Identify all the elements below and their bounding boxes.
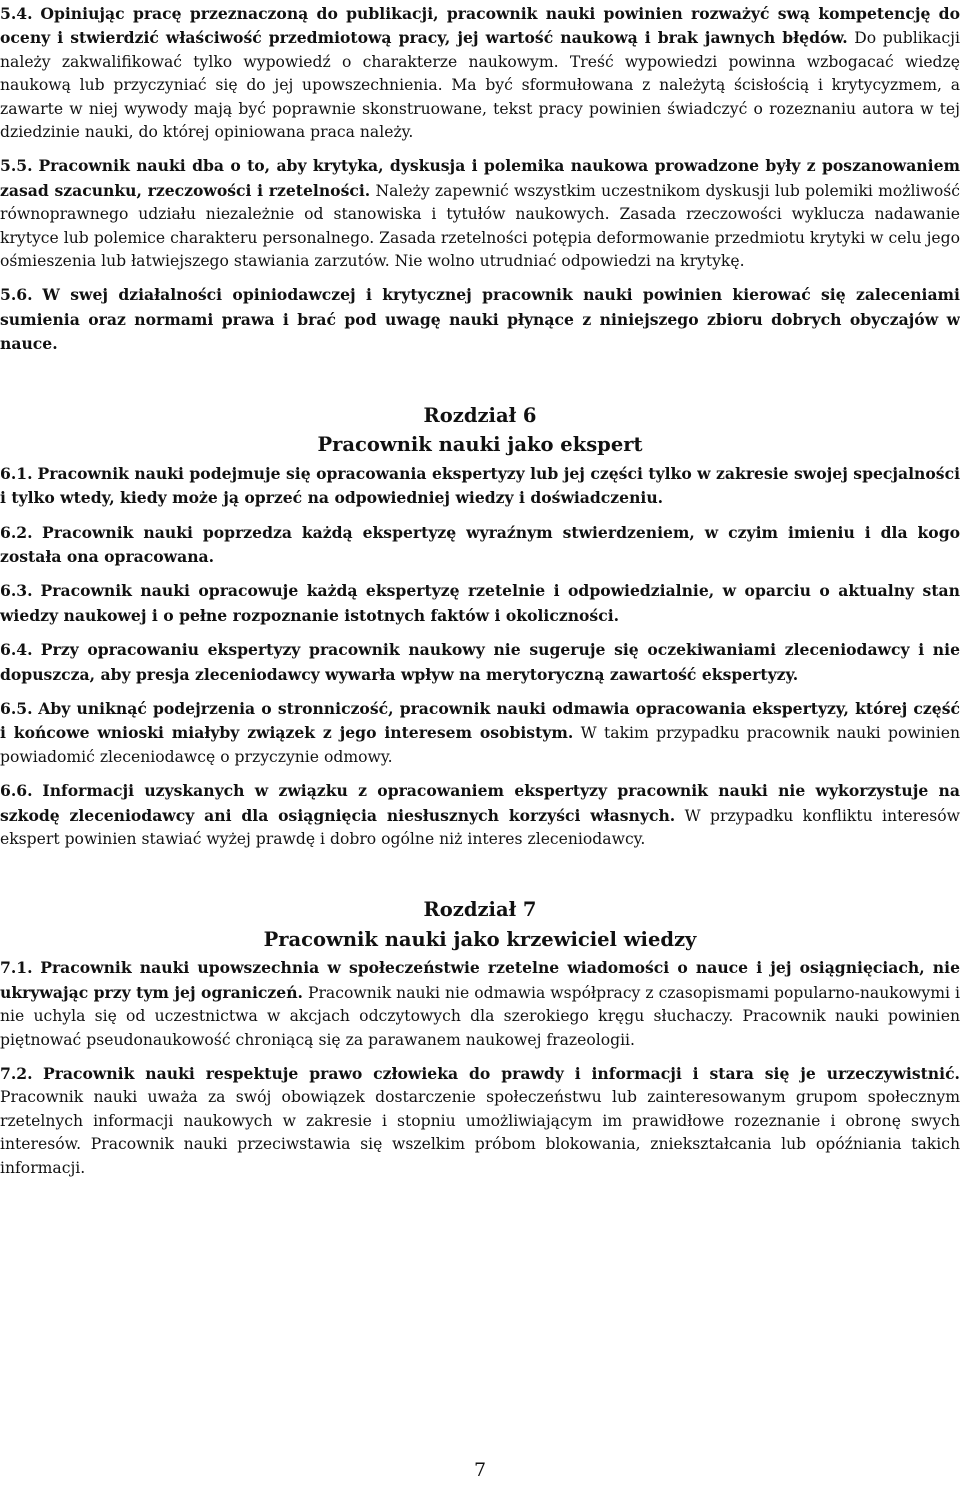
paragraph-number: 6.2. — [0, 522, 33, 542]
paragraph-number: 7.2. — [0, 1064, 33, 1083]
paragraph-lead: Pracownik nauki podejmuje się opracowania ekspertyzy lub jej części tylko w zakresie swojej specjalności i tylko wtedy, kiedy może ją oprzeć na odpowiedniej wiedzy i doświadczeniu. — [0, 463, 960, 508]
paragraph-lead: Pracownik nauki respektuje prawo człowieka do prawdy i informacji i stara się je urzeczywistnić. — [42, 1064, 960, 1083]
paragraph-text: Do publikacji należy zakwalifikować tylko wypowiedź o charakterze naukowym. Treść wypowiedzi powinna wzbogacać wiedzę naukową lub przyczyniać się do jej upowszechnienia. Ma być sformułowana z należytą ścisłością i krytycyzmem, a zawarte w niej wywody mają być poprawnie skonstruowane, tekst pracy powinien świadczyć o rozeznaniu autora w tej dziedzinie nauki, do której opiniowana praca należy. — [0, 29, 960, 142]
chapter-subtitle: Pracownik nauki jako krzewiciel wiedzy — [263, 927, 697, 951]
paragraph-lead: Pracownik nauki poprzedza każdą ekspertyzę wyraźnym stwierdzeniem, w czyim imieniu i dla kogo została ona opracowana. — [0, 522, 960, 566]
paragraph-lead: Pracownik nauki dba o to, aby krytyka, dyskusja i polemika naukowa prowadzone były z poszanowaniem zasad szacunku, rzeczowości i rzetelności. — [0, 156, 960, 200]
paragraph-number: 6.4. — [0, 640, 33, 660]
paragraph-number: 7.1. — [0, 958, 33, 978]
chapter-6-heading — [0, 401, 960, 460]
paragraph-text: Pracownik nauki uważa za swój obowiązek dostarczenie społeczeństwu lub zainteresowanym grupom społecznym rzetelnych informacji naukowych w zakresie i stopniu umożliwiającym im prawidłowe rozeznanie i obronę swych interesów. Pracownik nauki przeciwstawia się wszelkim próbom blokowania, zniekształcania lub opóźniania takich informacji. — [0, 1088, 960, 1177]
paragraph-lead: W swej działalności opiniodawczej i krytycznej pracownik nauki powinien kierować się zaleceniami sumienia oraz normami prawa i brać pod uwagę nauki płynące z niniejszego zbioru dobrych obyczajów w nauce. — [0, 285, 960, 354]
paragraph-number: 5.5. — [0, 156, 33, 176]
paragraph-6-3 — [0, 579, 960, 628]
paragraph-number: 5.6. — [0, 285, 33, 305]
paragraph-6-1 — [0, 462, 960, 511]
paragraph-number: 6.1. — [0, 463, 33, 483]
chapter-7-heading — [0, 895, 960, 954]
paragraph-number: 6.5. — [0, 698, 33, 718]
paragraph-5-6 — [0, 283, 960, 356]
paragraph-6-4 — [0, 638, 960, 687]
paragraph-text: Pracownik nauki nie odmawia współpracy z czasopismami popularno-naukowymi i nie uchyla się od uczestnictwa w akcjach odczytowych dla szerokiego kręgu słuchaczy. Pracownik nauki powinien piętnować pseudonaukowość chroniącą się za parawanem naukowej frazeologii. — [0, 983, 960, 1049]
paragraph-lead: Informacji uzyskanych w związku z opracowaniem ekspertyzy pracownik nauki nie wykorzystuje na szkodę zleceniodawcy ani dla osiągnięcia niesłusznych korzyści własnych. — [0, 781, 960, 825]
paragraph-number: 6.6. — [0, 781, 33, 801]
chapter-title: Rozdział 6 — [423, 403, 537, 427]
paragraph-5-4 — [0, 2, 960, 144]
paragraph-7-1 — [0, 956, 960, 1052]
paragraph-6-6 — [0, 779, 960, 851]
paragraph-number: 5.4. — [0, 4, 33, 23]
paragraph-number: 6.3. — [0, 581, 33, 601]
paragraph-lead: Aby uniknąć podejrzenia o stronniczość, pracownik nauki odmawia opracowania ekspertyzy, której część i końcowe wnioski miałyby związek z jego interesem osobistym. — [0, 698, 960, 743]
page-number: 7 — [473, 1459, 487, 1481]
chapter-subtitle: Pracownik nauki jako ekspert — [317, 433, 643, 457]
paragraph-lead: Przy opracowaniu ekspertyzy pracownik naukowy nie sugeruje się oczekiwaniami zleceniodawcy i nie dopuszcza, aby presja zleceniodawcy wywarła wpływ na merytoryczną zawartość ekspertyzy. — [0, 640, 960, 684]
paragraph-text: W takim przypadku pracownik nauki powinien powiadomić zleceniodawcę o przyczynie odmowy. — [0, 724, 960, 766]
paragraph-lead: Pracownik nauki upowszechnia w społeczeństwie rzetelne wiadomości o nauce i jej osiągnięciach, nie ukrywając przy tym jej ograniczeń. — [0, 958, 960, 1002]
paragraph-7-2 — [0, 1062, 960, 1180]
paragraph-6-5 — [0, 697, 960, 769]
paragraph-text: W przypadku konfliktu interesów ekspert powinien stawiać wyżej prawdę i dobro ogólne niż interes zleceniodawcy. — [0, 806, 960, 848]
paragraph-lead: Opiniując pracę przeznaczoną do publikacji, pracownik nauki powinien rozważyć swą kompetencję do oceny i stwierdzić właściwość przedmiotową pracy, jej wartość naukową i brak jawnych błędów. — [0, 4, 960, 48]
paragraph-lead: Pracownik nauki opracowuje każdą ekspertyzę rzetelnie i odpowiedzialnie, w oparciu o aktualny stan wiedzy naukowej i o pełne rozpoznanie istotnych faktów i okoliczności. — [0, 581, 960, 625]
paragraph-5-5 — [0, 154, 960, 273]
paragraph-text: Należy zapewnić wszystkim uczestnikom dyskusji lub polemiki możliwość równoprawnego udziału niezależnie od stanowiska i tytułów naukowych. Zasada rzeczowości wyklucza nadawanie krytyce lub polemice charakteru personalnego. Zasada rzetelności potępia deformowanie przedmiotu krytyki w celu jego ośmieszenia lub łatwiejszego stawiania zarzutów. Nie wolno utrudniać odpowiedzi na krytykę. — [0, 181, 960, 271]
chapter-title: Rozdział 7 — [423, 898, 537, 922]
paragraph-6-2 — [0, 521, 960, 570]
